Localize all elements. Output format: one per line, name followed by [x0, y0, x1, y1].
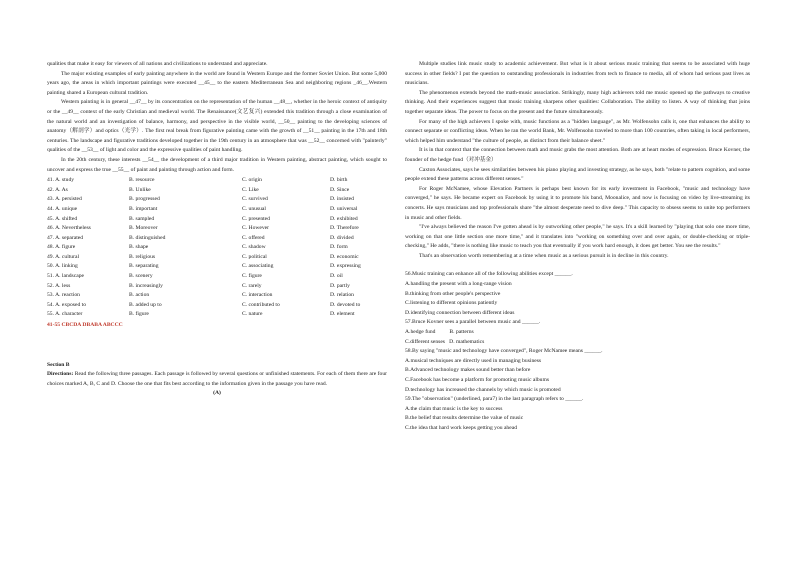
- left-column: [47, 60, 387, 399]
- option-cell[interactable]: D. relation: [330, 292, 354, 299]
- directions-text: Read the following three passages. Each passage is followed by several questions or unfinished statements. For each of them there are four choices marked A, B, C and D. Choose the one that fits best according to the information given in the passage you have read.: [47, 371, 387, 387]
- option-cell[interactable]: C. presented: [242, 215, 270, 222]
- option-cell[interactable]: D. birth: [330, 177, 348, 184]
- option-row: [47, 291, 387, 301]
- option-cell[interactable]: C. offered: [242, 234, 265, 241]
- option-cell[interactable]: B. added up to: [129, 301, 162, 308]
- option-cell[interactable]: B. separating: [129, 263, 159, 270]
- paragraph-2: Western painting is in general __47__ by its concentration on the representation of the human __48__, whether in the heroic context of antiquity or the __49__ context of the early Christian and medieval world. The Renaissance(文艺复兴) extended this tradition through a close examination of the natural world and an investigation of balance, harmony, and perspective in the visible world, __50__ painting to the developing sciences of anatomy（解剖学）and optics（光学）. The first real break from figurative painting came with the growth of __51__ painting in the 17th and 18th centuries. The landscape and figurative traditions developed together in the 19th century in an atmosphere that was __52__ concerned with "painterly" qualities of the __53__ of light and color and the expressive qualities of paint handling.: [47, 99, 387, 154]
- option-cell[interactable]: 54. A. exposed to: [47, 301, 86, 308]
- option-cell[interactable]: 43. A. persisted: [47, 196, 82, 203]
- right-column: [405, 60, 750, 434]
- option-cell[interactable]: B. resource: [129, 177, 155, 184]
- option[interactable]: C.different senses D. mathematics: [405, 338, 485, 345]
- option-cell[interactable]: B. religious: [129, 253, 156, 260]
- r-paragraph-1: Multiple studies link music study to academic achievement. But what is it about serious music training that seems to be associated with huge success in other fields? I put the question to outstanding professionals in industries from tech to finance to media, all of whom had serious past lives as musicians.: [405, 61, 750, 87]
- option-cell[interactable]: D. universal: [330, 205, 358, 212]
- option-cell[interactable]: C. unusual: [242, 205, 266, 212]
- option-cell[interactable]: C. However: [242, 225, 270, 232]
- option-cell[interactable]: B. scenery: [129, 273, 153, 280]
- r-paragraph-6: For Roger McNamee, whose Elevation Partners is perhaps best known for its early investment in Facebook, "music and technology have converged," he says. He became expert on Facebook by using it to promote his band, Moonalice, and now is focusing on video by live-streaming its concerts. He says musicians and top professionals share "the almost desperate need to dive deep." This capacity to obsess seems to unite top performers in music and other fields.: [405, 185, 750, 221]
- question-stem: 59.The "observation" (underlined, para7) in the last paragraph refers to ______.: [405, 396, 584, 403]
- r-paragraph-5: Caxton Associates, says he sees similarities between his piano playing and investing strategy, as he says, both "relate to pattern cognition, and some people extend these patterns across different senses.": [405, 166, 750, 183]
- option-cell[interactable]: 53. A. reaction: [47, 292, 80, 299]
- option-cell[interactable]: B. action: [129, 292, 150, 299]
- question-59: [405, 395, 750, 433]
- option-cell[interactable]: 41. A. study: [47, 177, 75, 184]
- option[interactable]: C.Facebook has become a platform for promoting music albums: [405, 377, 550, 383]
- directions: [47, 370, 387, 389]
- option-cell[interactable]: C. interaction: [242, 292, 273, 299]
- option-cell[interactable]: D. element: [330, 311, 355, 318]
- option-row: [47, 205, 387, 215]
- option-cell[interactable]: 48. A. figure: [47, 244, 76, 251]
- option-cell[interactable]: B. sampled: [129, 215, 155, 222]
- directions-label: Directions:: [47, 371, 74, 378]
- option-cell[interactable]: C. figure: [242, 273, 262, 280]
- option-cell[interactable]: 49. A. cultural: [47, 253, 80, 260]
- option-cell[interactable]: 52. A. less: [47, 282, 71, 289]
- option-cell[interactable]: 55. A. character: [47, 311, 83, 318]
- option-row: [47, 224, 387, 234]
- option-row: [47, 272, 387, 282]
- option[interactable]: A.the claim that music is the key to success: [405, 405, 503, 412]
- r-paragraph-8: That's an observation worth remembering at a time when music as a serious pursuit is in decline in this country.: [419, 252, 669, 259]
- option-cell[interactable]: D. exhibited: [330, 215, 358, 222]
- option-cell[interactable]: B. Moreover: [129, 225, 158, 232]
- option[interactable]: D.technology has increased the channels by which music is promoted: [405, 386, 561, 393]
- question-stem: 56.Music training can enhance all of the following abilities except ______.: [405, 271, 573, 278]
- option[interactable]: A.musical techniques are directly used in managing business: [405, 357, 542, 364]
- option-cell[interactable]: C. political: [242, 253, 267, 260]
- option-cell[interactable]: D. economic: [330, 253, 359, 260]
- option-cell[interactable]: D. divided: [330, 234, 354, 241]
- question-56: [405, 270, 750, 318]
- option[interactable]: B.thinking from other people's perspective: [405, 290, 501, 297]
- r-paragraph-4: It is in that context that the connection between math and music grabs the most attention. Both are at heart modes of expression. Bruce Kovner, the founder of the hedge fund（对冲基金）: [405, 147, 750, 163]
- option-cell[interactable]: 45. A. shifted: [47, 215, 78, 222]
- option-cell[interactable]: B. important: [129, 205, 158, 212]
- option-cell[interactable]: 50. A. linking: [47, 263, 78, 270]
- option[interactable]: A.hedge fund B. patterns: [405, 329, 474, 336]
- question-stem: 58.By saying "music and technology have converged", Roger McNamee means ______.: [405, 348, 603, 355]
- intro-line: qualities that make it easy for viewers of all nations and civilizations to understand and appreciate.: [47, 61, 268, 67]
- option[interactable]: C.the idea that hard work keeps getting you ahead: [405, 424, 517, 431]
- option-cell[interactable]: D. devoted to: [330, 301, 361, 308]
- option-cell[interactable]: D. Since: [330, 186, 350, 193]
- option-cell[interactable]: C. Like: [242, 186, 259, 193]
- r-paragraph-3: For many of the high achievers I spoke with, music functions as a "hidden language", as Mr. Wolfensohn calls it, one that enhances the ability to connect separate or conflicting ideas. When he ran the world Bank, Mr. Wolfensohn traveled to more than 100 countries, often taking in local performers, which helped him understand "the culture of people, as distinct from their balance sheet.": [405, 118, 750, 144]
- option[interactable]: B.Advanced technology makes sound better than before: [405, 367, 531, 374]
- option-cell[interactable]: D. Therefore: [330, 225, 359, 232]
- option-cell[interactable]: C. rarely: [242, 282, 262, 289]
- option-row: [47, 282, 387, 292]
- option-cell[interactable]: 42. A. As: [47, 186, 68, 193]
- option-cell[interactable]: 47. A. separated: [47, 234, 84, 241]
- option-cell[interactable]: C. associating: [242, 263, 274, 270]
- option-row: [47, 195, 387, 205]
- option-cell[interactable]: B. Unlike: [129, 186, 151, 193]
- option-cell[interactable]: D. partly: [330, 282, 350, 289]
- option-cell[interactable]: B. distinguished: [129, 234, 166, 241]
- paragraph-1: The major existing examples of early painting anywhere in the world are found in Western Europe and the former Soviet Union. But some 5,000 years ago, the areas in which important paintings were executed __45__ to the eastern Mediterranean Sea and neighboring regions _46__.Western painting shared a European cultural tradition.: [47, 70, 387, 96]
- passage-label: (A): [213, 390, 221, 397]
- question-58: [405, 347, 750, 395]
- option-cell[interactable]: B. progressed: [129, 196, 160, 203]
- option-row: [47, 301, 387, 311]
- paragraph-3: In the 20th century, these interests __54__ the development of a third major tradition in Western painting, abstract painting, which sought to uncover and express the true __55__ of paint and painting through action and form.: [47, 156, 387, 173]
- option-row: [47, 243, 387, 253]
- option-cell[interactable]: C. origin: [242, 177, 262, 184]
- option-cell[interactable]: C. nature: [242, 311, 263, 318]
- option-cell[interactable]: D. expressing: [330, 263, 361, 270]
- option-cell[interactable]: 44. A. unique: [47, 205, 78, 212]
- option-cell[interactable]: B. increasingly: [129, 282, 163, 289]
- option-row: [47, 215, 387, 225]
- option-cell[interactable]: D. oil: [330, 273, 343, 280]
- option[interactable]: B.the belief that results determine the value of music: [405, 415, 524, 422]
- option[interactable]: A.handling the present with a long-range vision: [405, 281, 512, 288]
- answer-key: 41-55 CBCDA DBABA ABCCC: [47, 322, 123, 329]
- option-row: [47, 262, 387, 272]
- option-row: [47, 176, 387, 186]
- option-row: [47, 234, 387, 244]
- section-title: Section B: [47, 361, 70, 368]
- question-stem: 57.Bruce Kovner sees a parallel between music and ______.: [405, 319, 541, 326]
- option-cell[interactable]: C. survived: [242, 196, 268, 203]
- option-cell[interactable]: D. form: [330, 244, 348, 251]
- option-cell[interactable]: C. contributed to: [242, 301, 280, 308]
- option-cell[interactable]: B. figure: [129, 311, 149, 318]
- option[interactable]: C.listening to different opinions patiently: [405, 300, 498, 307]
- option-cell[interactable]: 51. A. landscape: [47, 273, 84, 280]
- question-57: [405, 318, 750, 347]
- r-paragraph-2: The phenomenon extends beyond the math-music association. Strikingly, many high achievers told me music opened up the pathways to creative thinking. And their experiences suggest that music training sharpens other qualities: Collaboration. The ability to listen. A way of thinking that joins together separate ideas. The power to focus on the present and the future simultaneously.: [405, 89, 750, 115]
- option-cell[interactable]: D. insisted: [330, 196, 354, 203]
- option-cell[interactable]: 46. A. Nevertheless: [47, 225, 91, 232]
- option-row: [47, 310, 387, 320]
- option-cell[interactable]: C. shadow: [242, 244, 266, 251]
- option[interactable]: D.identifying connection between different ideas: [405, 309, 515, 316]
- option-row: [47, 186, 387, 196]
- options-table: [47, 176, 387, 320]
- option-cell[interactable]: B. shape: [129, 244, 149, 251]
- r-paragraph-7: "I've always believed the reason I've gotten ahead is by outworking other people," he says. It's a skill learned by "playing that solo one more time, working on that one little section one more time," and it translates into "working on something over and over again, or double-checking or triple-checking," He adds, "there is nothing like music to teach you that eventually if you work hard enough, it does get better. You see the results.": [405, 224, 750, 250]
- option-row: [47, 253, 387, 263]
